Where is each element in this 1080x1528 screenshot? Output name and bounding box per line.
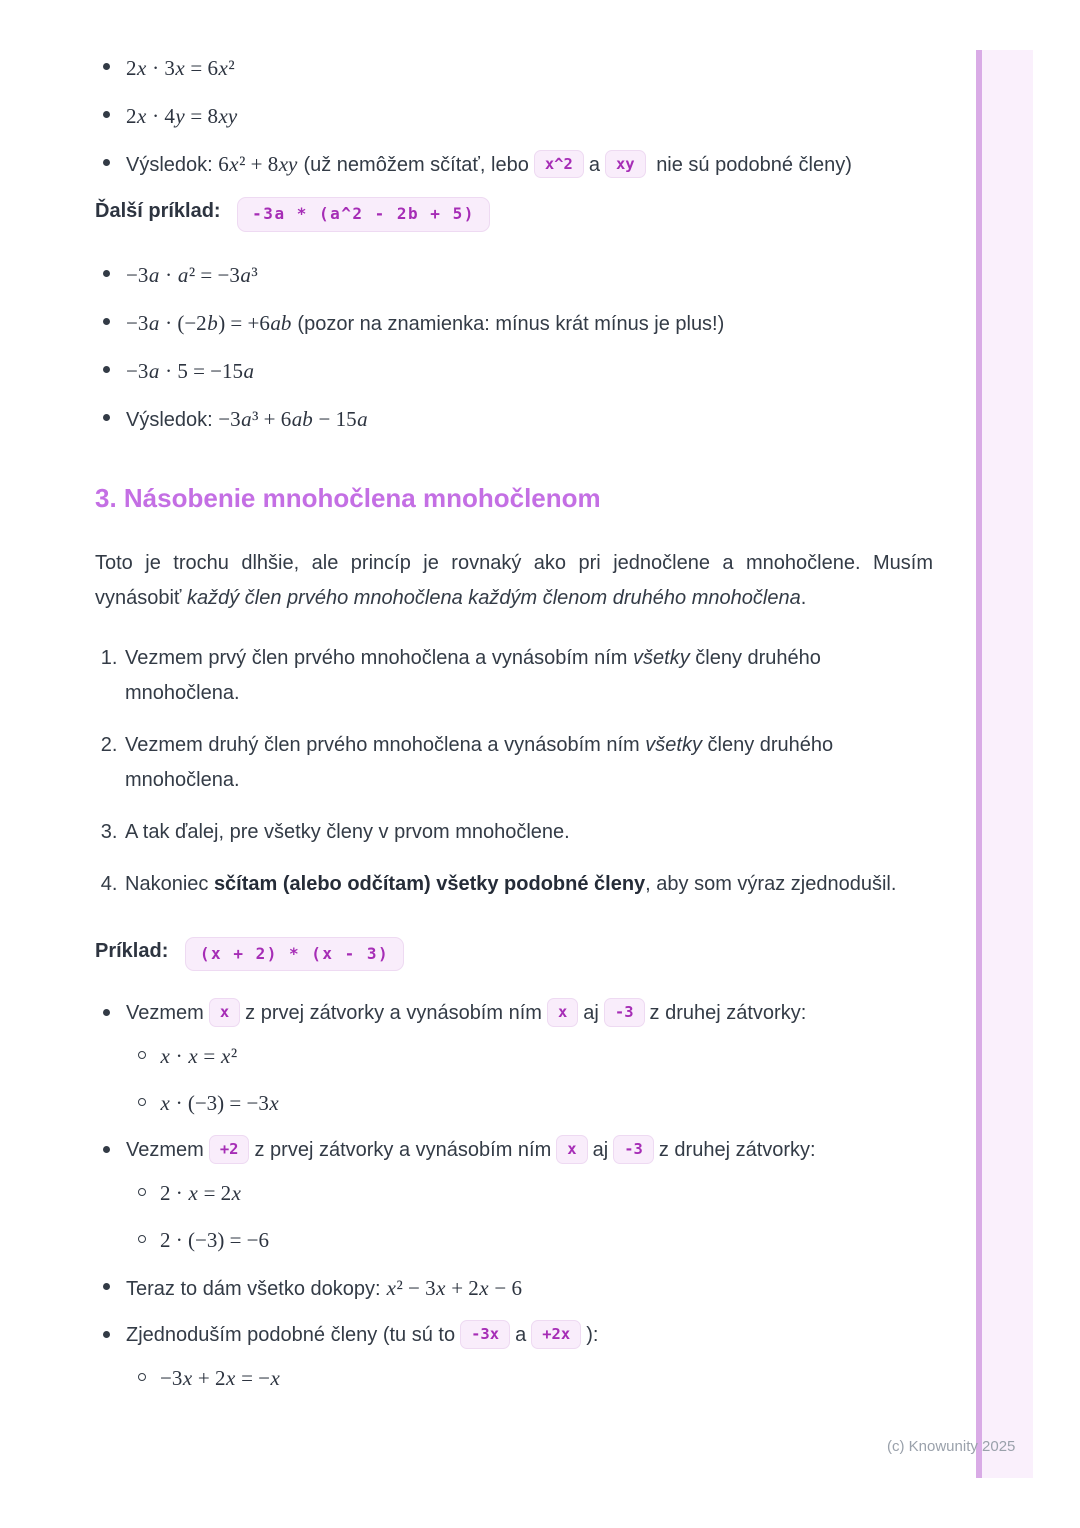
step-text: , aby som výraz zjednodušil.: [645, 872, 897, 895]
math-expression: −3a · 5 = −15a: [126, 358, 255, 383]
example4-worked-list: [95, 996, 933, 1397]
inline-code-chip: -3: [604, 998, 645, 1026]
step-emphasis: všetky: [645, 733, 702, 756]
list-item: [126, 1270, 933, 1307]
result-label: Výsledok:: [126, 154, 219, 176]
sub-list-item: [160, 1360, 933, 1397]
inline-code-chip: x: [547, 998, 578, 1026]
bullet-text: z prvej zátvorky a vynásobím ním: [254, 1139, 552, 1162]
intro-text: .: [800, 586, 807, 609]
step-text: Nakoniec: [125, 872, 214, 895]
list-item: [126, 146, 933, 183]
sub-list-item: [160, 1222, 933, 1259]
example-label: Príklad:: [95, 939, 169, 962]
bullet-text: z prvej zátvorky a vynásobím ním: [245, 1002, 542, 1025]
intro-emphasis: každý člen prvého mnohočlena každým členom druhého mnohočlena: [187, 586, 801, 609]
bullet-text: Teraz to dám všetko dokopy:: [126, 1278, 387, 1301]
bullet-text: z druhej zátvorky:: [649, 1002, 807, 1025]
step-text: Vezmem druhý člen prvého mnohočlena a vynásobím ním: [125, 733, 646, 756]
example-label: Ďalší príklad:: [95, 200, 221, 222]
bullet-text: z druhej zátvorky:: [658, 1139, 816, 1162]
math-expression: −3a · (−2b) = +6ab: [126, 310, 292, 335]
math-expression: −3x + 2x = −x: [160, 1366, 280, 1391]
inline-code-chip: xy: [605, 150, 646, 178]
list-item: [126, 50, 933, 87]
example3-result-list: [95, 257, 933, 438]
math-expression: x² − 3x + 2x − 6: [386, 1276, 522, 1301]
math-expression: 2 · x = 2x: [160, 1181, 241, 1206]
section-heading: 3. Násobenie mnohočlena mnohočlenom: [95, 482, 601, 513]
list-item: [126, 1133, 933, 1259]
math-expression: 2 · (−3) = −6: [160, 1228, 270, 1253]
step-item: [123, 641, 933, 711]
list-item: [126, 98, 933, 135]
code-example-chip: -3a * (a^2 - 2b + 5): [237, 197, 490, 232]
sub-list: [126, 1360, 933, 1397]
step-item: [123, 867, 933, 902]
bullet-text: Vezmem: [126, 1139, 204, 1162]
bullet-text: a: [515, 1324, 527, 1347]
step-item: [123, 815, 933, 850]
step-item: [123, 728, 933, 798]
bullet-text: Vezmem: [126, 1002, 204, 1025]
inline-code-chip: -3x: [460, 1320, 510, 1348]
sub-list: [126, 1175, 933, 1259]
example2-result-list: [95, 50, 933, 183]
sub-list-item: [160, 1085, 933, 1122]
inline-code-chip: +2x: [531, 1320, 581, 1348]
list-item: [126, 257, 933, 294]
inline-code-chip: x: [556, 1135, 587, 1163]
bullet-text: aj: [583, 1002, 599, 1025]
step-text: členy druhého mnohočlena.: [125, 646, 821, 704]
step-text: členy druhého mnohočlena.: [125, 733, 834, 791]
step-text: A tak ďalej, pre všetky členy v prvom mnohočlene.: [125, 820, 570, 843]
document-content: [95, 50, 933, 1408]
intro-paragraph: [95, 546, 933, 616]
math-expression: x · x = x²: [160, 1044, 238, 1069]
list-item: [126, 305, 933, 342]
step-emphasis: všetky: [633, 646, 690, 669]
example-row: [95, 934, 933, 972]
footer-credit: (c) Knowunity 2025: [887, 1438, 1016, 1455]
math-expression: 6x² + 8xy: [218, 152, 298, 176]
right-margin-panel: [976, 50, 1033, 1478]
bullet-text: ):: [586, 1324, 599, 1347]
inline-code-chip: -3: [613, 1135, 654, 1163]
sub-list-item: [160, 1038, 933, 1075]
list-item: [126, 1318, 933, 1397]
bullet-text: Zjednoduším podobné členy (tu sú to: [126, 1324, 456, 1347]
sub-list-item: [160, 1175, 933, 1212]
sub-list: [126, 1038, 933, 1122]
code-example-chip: (x + 2) * (x - 3): [185, 937, 404, 972]
math-expression: −3a³ + 6ab − 15a: [218, 406, 368, 431]
step-text: Vezmem prvý člen prvého mnohočlena a vynásobím ním: [125, 646, 634, 669]
list-item: [126, 353, 933, 390]
inline-code-chip: x^2: [534, 150, 584, 178]
step-bold-text: sčítam (alebo odčítam) všetky podobné členy: [213, 872, 646, 895]
math-expression: 2x · 4y = 8xy: [126, 104, 238, 128]
next-example-row: [95, 194, 933, 232]
inline-code-chip: +2: [209, 1135, 250, 1163]
note-text: (pozor na znamienka: mínus krát mínus je plus!): [291, 312, 725, 335]
math-expression: 2x · 3x = 6x²: [126, 56, 235, 80]
inline-code-chip: x: [209, 998, 240, 1026]
math-expression: −3a · a² = −3a³: [126, 262, 258, 287]
math-expression: x · (−3) = −3x: [160, 1091, 279, 1116]
note-text: (už nemôžem sčítať, lebo: [297, 154, 529, 176]
list-item: [126, 401, 933, 438]
note-text: nie sú podobné členy): [656, 154, 852, 176]
result-label: Výsledok:: [126, 408, 219, 431]
list-item: [126, 996, 933, 1122]
bullet-text: aj: [592, 1139, 609, 1162]
intro-text: Toto je trochu dlhšie, ale princíp je rovnaký ako pri jednočlene a mnohočlene. Musím vynásobiť: [95, 551, 933, 609]
note-text: a: [588, 154, 600, 176]
steps-list: [95, 641, 933, 902]
